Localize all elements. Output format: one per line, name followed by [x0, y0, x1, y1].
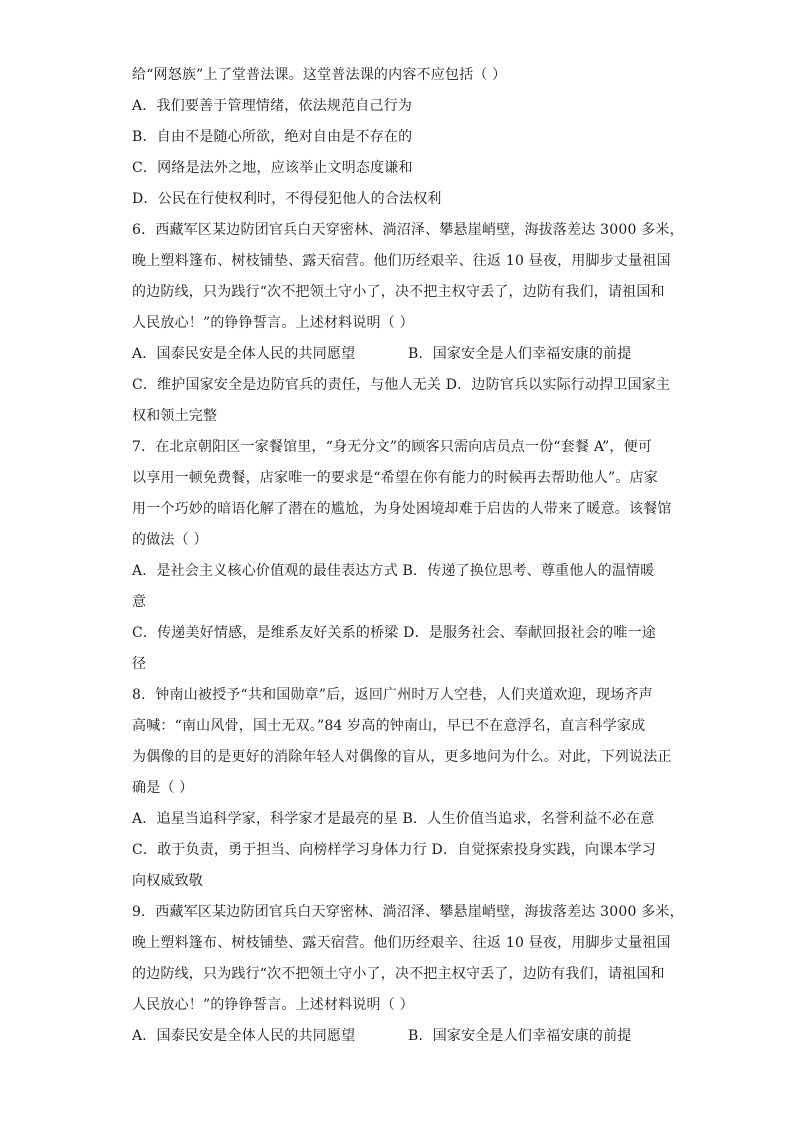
- question-stem: 的做法（ ）: [132, 532, 208, 548]
- options-cd: C．维护国家安全是边防官兵的责任，与他人无关 D．边防官兵以实际行动捍卫国家主: [132, 377, 671, 393]
- question-stem: 晚上塑料篷布、树枝铺垫、露天宿营。他们历经艰辛、往返 10 昼夜，用脚步丈量祖国: [132, 935, 671, 951]
- question-stem: 确是（ ）: [132, 780, 194, 796]
- option-d: D．公民在行使权利时，不得侵犯他人的合法权利: [132, 191, 442, 207]
- question-9: [132, 897, 684, 1052]
- exam-page: [132, 60, 684, 1052]
- question-stem: 8．钟南山被授予“共和国勋章”后，返回广州时万人空巷，人们夹道欢迎，现场齐声: [132, 687, 653, 703]
- question-stem: 用一个巧妙的暗语化解了潜在的尴尬，为身处困境却难于启齿的人带来了暖意。该餐馆: [132, 501, 672, 517]
- question-stem: 高喊：“南山风骨，国士无双。”84 岁高的钟南山，早已不在意浮名，直言科学家成: [132, 718, 646, 734]
- options-cd-continued: 径: [132, 656, 147, 672]
- question-5: [132, 60, 672, 215]
- option-a: A．国泰民安是全体人民的共同愿望: [132, 1028, 356, 1044]
- option-a: A．国泰民安是全体人民的共同愿望: [132, 346, 356, 362]
- question-stem: 9．西藏军区某边防团官兵白天穿密林、淌沼泽、攀悬崖峭壁，海拔落差达 3000 多米，: [132, 904, 684, 920]
- options-ab-row: [132, 339, 672, 370]
- question-7: [132, 432, 672, 680]
- options-cd: C．敢于负责，勇于担当、向榜样学习身体力行 D．自觉探索投身实践，向课本学习: [132, 842, 656, 858]
- option-b: B．国家安全是人们幸福安康的前提: [408, 1028, 632, 1044]
- question-stem: 以享用一顿免费餐，店家唯一的要求是“希望在你有能力的时候再去帮助他人”。店家: [132, 470, 658, 486]
- options-ab-continued: 意: [132, 594, 147, 610]
- question-stem: 7．在北京朝阳区一家餐馆里，“身无分文”的顾客只需向店员点一份“套餐 A”，便可: [132, 439, 653, 455]
- question-stem: 的边防线，只为践行“次不把领土守小了，决不把主权守丢了，边防有我们，请祖国和: [132, 966, 665, 982]
- question-stem: 人民放心！”的铮铮誓言。上述材料说明（ ）: [132, 315, 414, 331]
- question-8: [132, 680, 672, 897]
- option-c: C．网络是法外之地，应该举止文明态度谦和: [132, 160, 413, 176]
- question-stem: 人民放心！”的铮铮誓言。上述材料说明（ ）: [132, 997, 414, 1013]
- options-cd-continued: 向权威致敬: [132, 873, 203, 889]
- question-stem: 6．西藏军区某边防团官兵白天穿密林、淌沼泽、攀悬崖峭壁，海拔落差达 3000 多米，: [132, 222, 684, 238]
- options-ab: A．追星当追科学家，科学家才是最亮的星 B．人生价值当追求，名誉利益不必在意: [132, 811, 655, 827]
- options-ab-row: [132, 1021, 672, 1052]
- options-cd: C．传递美好情感，是维系友好关系的桥梁 D．是服务社会、奉献回报社会的唯一途: [132, 625, 656, 641]
- options-ab: A．是社会主义核心价值观的最佳表达方式 B．传递了换位思考、尊重他人的温情暖: [132, 563, 655, 579]
- question-6: [132, 215, 684, 432]
- option-b: B．国家安全是人们幸福安康的前提: [408, 346, 632, 362]
- option-a: A．我们要善于管理情绪，依法规范自己行为: [132, 98, 413, 114]
- question-stem: 晚上塑料篷布、树枝铺垫、露天宿营。他们历经艰辛、往返 10 昼夜，用脚步丈量祖国: [132, 253, 671, 269]
- question-stem: 为偶像的目的是更好的消除年轻人对偶像的盲从，更多地问为什么。对此，下列说法正: [132, 749, 672, 765]
- option-b: B．自由不是随心所欲，绝对自由是不存在的: [132, 129, 413, 145]
- question-stem: 的边防线，只为践行“次不把领土守小了，决不把主权守丢了，边防有我们，请祖国和: [132, 284, 665, 300]
- options-cd-continued: 权和领土完整: [132, 408, 218, 424]
- question-stem: 给“网怒族”上了堂普法课。这堂普法课的内容不应包括（ ）: [132, 67, 507, 83]
